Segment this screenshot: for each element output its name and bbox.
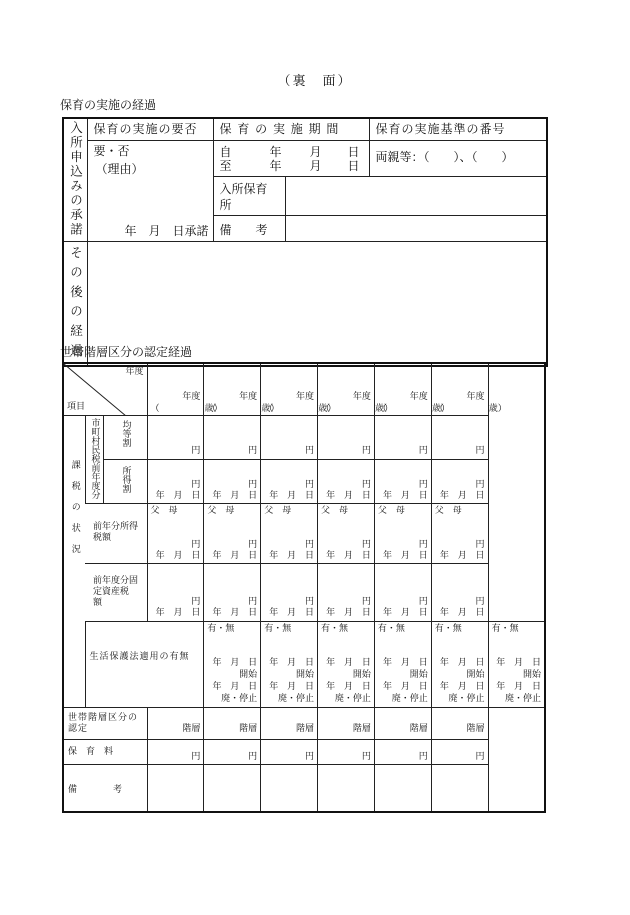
remarks2-value-2[interactable] — [261, 764, 318, 812]
bracket: 階層 — [296, 723, 315, 734]
municipal-cell — [85, 415, 103, 503]
yen: 円 — [248, 751, 258, 762]
yen: 円 — [305, 539, 315, 550]
yes-no: 有・無 — [207, 623, 235, 634]
abolish: 廃・停止 — [221, 693, 258, 704]
col-year: 年度 — [296, 392, 315, 402]
welfare-label: 生活保護法適用の有無 — [89, 651, 190, 662]
side-label: 入所申込みの承諾 — [68, 121, 84, 237]
property-value-4[interactable] — [374, 563, 431, 621]
abolish: 廃・停止 — [391, 693, 428, 704]
income-value-1[interactable] — [204, 459, 261, 503]
date: 年 月 日 — [382, 681, 428, 692]
fee-value-5[interactable] — [431, 739, 488, 764]
property-value-5[interactable] — [431, 563, 488, 621]
equal-value-0[interactable] — [147, 415, 204, 459]
period-cell[interactable] — [213, 140, 369, 176]
welfare-value-2[interactable] — [318, 621, 375, 707]
welfare-cell — [85, 621, 204, 707]
date: 年 月 日 — [326, 657, 371, 668]
bracket: 階層 — [466, 723, 485, 734]
bracket-value-5[interactable] — [431, 707, 488, 739]
tax-status-label: 課税の状況 — [69, 459, 80, 565]
prev-income-value-4[interactable] — [374, 503, 431, 563]
date: 年 月 日 — [212, 657, 258, 668]
col-year: 年度 — [239, 392, 258, 402]
date: 年 月 日 — [212, 490, 258, 501]
father-mother: 父 母 — [377, 505, 405, 516]
year-col-4[interactable] — [374, 363, 450, 415]
nursery-label: 入所保育所 — [219, 181, 268, 212]
welfare-value-0[interactable] — [204, 621, 261, 707]
income-value-3[interactable] — [318, 459, 375, 503]
standard-value: 両親等：（ ）、（ ） — [375, 149, 514, 164]
date: 年 月 日 — [155, 550, 201, 561]
standard-cell[interactable] — [369, 140, 547, 176]
remarks2-value-5[interactable] — [431, 764, 488, 812]
to-year: 年 — [269, 158, 282, 173]
year-col-1[interactable] — [204, 363, 280, 415]
to-day: 日 — [347, 158, 360, 173]
date: 年 月 日 — [155, 490, 201, 501]
equal-value-5[interactable] — [431, 415, 488, 459]
yen: 円 — [248, 479, 258, 490]
date: 年 月 日 — [269, 550, 315, 561]
municipal-label: 市町村民税前年度分 — [89, 417, 100, 499]
welfare-value-4[interactable] — [431, 621, 488, 707]
col-year: 年度 — [182, 392, 201, 402]
yen: 円 — [248, 596, 258, 607]
fee-value-0[interactable] — [147, 739, 204, 764]
year-col-2[interactable] — [261, 363, 337, 415]
date: 年 月 日 — [439, 490, 485, 501]
father-mother: 父 母 — [264, 505, 292, 516]
prev-income-label: 前年分所得税額 — [93, 521, 139, 543]
date: 年 月 日 — [439, 681, 485, 692]
period-to: 至 — [219, 158, 232, 173]
abolish: 廃・停止 — [334, 693, 371, 704]
col-standard: 保育の実施基準の番号 — [375, 122, 506, 136]
col-year: 年度 — [466, 392, 485, 402]
prev-income-value-1[interactable] — [204, 503, 261, 563]
father-mother: 父 母 — [207, 505, 235, 516]
section1-heading: 保育の実施の経過 — [60, 98, 157, 112]
prev-income-value-0[interactable] — [147, 503, 204, 563]
col-age: （ 歳） — [150, 404, 223, 414]
bracket-value-4[interactable] — [374, 707, 431, 739]
property-value-0[interactable] — [147, 563, 204, 621]
abolish: 廃・停止 — [504, 693, 541, 704]
date: 年 月 日 — [439, 607, 485, 618]
date: 年 月 日 — [269, 657, 315, 668]
fee-value-3[interactable] — [318, 739, 375, 764]
income-value-2[interactable] — [261, 459, 318, 503]
equal-value-1[interactable] — [204, 415, 261, 459]
start: 開始 — [352, 669, 371, 680]
col-need: 保育の実施の要否 — [93, 122, 198, 136]
yen: 円 — [418, 751, 428, 762]
yes-no: 有・無 — [264, 623, 292, 634]
remarks2-value-0[interactable] — [147, 764, 204, 812]
property-value-3[interactable] — [318, 563, 375, 621]
prev-income-value-5[interactable] — [431, 503, 488, 563]
from-day: 日 — [347, 144, 360, 159]
father-mother: 父 母 — [434, 505, 462, 516]
remarks2-label: 備 考 — [68, 784, 123, 795]
yen: 円 — [475, 445, 485, 456]
fee-value-2[interactable] — [261, 739, 318, 764]
approval-date: 年 月 日承諾 — [124, 223, 209, 238]
period-from: 自 — [219, 144, 232, 159]
care-progress-table — [62, 117, 548, 367]
col-year: 年度 — [409, 392, 428, 402]
bracket: 階層 — [182, 723, 201, 734]
date: 年 月 日 — [212, 681, 258, 692]
date: 年 月 日 — [439, 657, 485, 668]
side-label-cell — [63, 118, 87, 241]
date: 年 月 日 — [326, 681, 371, 692]
bracket-value-1[interactable] — [204, 707, 261, 739]
yes-no: 有・無 — [434, 623, 462, 634]
to-month: 月 — [309, 158, 322, 173]
header-cell — [63, 363, 147, 415]
year-col-0[interactable] — [147, 363, 223, 415]
date: 年 月 日 — [269, 490, 315, 501]
welfare-value-1[interactable] — [261, 621, 318, 707]
yen: 円 — [191, 596, 201, 607]
col-year: 年度 — [352, 392, 371, 402]
bracket: 階層 — [239, 723, 258, 734]
yen: 円 — [475, 596, 485, 607]
page-title: （裏 面） — [277, 74, 353, 89]
yes-no: 有・無 — [377, 623, 405, 634]
yen: 円 — [191, 751, 201, 762]
equal-label: 均等割 — [120, 419, 131, 447]
abolish: 廃・停止 — [448, 693, 485, 704]
yen: 円 — [361, 596, 371, 607]
yen: 円 — [361, 751, 371, 762]
col-age: （ 歳） — [207, 404, 280, 414]
date: 年 月 日 — [496, 657, 541, 668]
prev-income-value-2[interactable] — [261, 503, 318, 563]
welfare-value-3[interactable] — [374, 621, 431, 707]
yen: 円 — [248, 445, 258, 456]
father-mother: 父 母 — [321, 505, 349, 516]
bracket: 階層 — [352, 723, 371, 734]
equal-value-2[interactable] — [261, 415, 318, 459]
col-age: （ 歳） — [377, 404, 450, 414]
yen: 円 — [305, 479, 315, 490]
date: 年 月 日 — [439, 550, 485, 561]
header-year: 年度 — [125, 367, 144, 377]
fee-value-1[interactable] — [204, 739, 261, 764]
income-label: 所得割 — [120, 465, 131, 493]
remarks2-value-3[interactable] — [318, 764, 375, 812]
yen: 円 — [475, 539, 485, 550]
from-month: 月 — [309, 144, 322, 159]
bracket-label: 世帯階層区分の認定 — [68, 712, 139, 734]
remarks-label: 備 考 — [219, 222, 268, 237]
bracket-table — [62, 362, 546, 813]
income-value-5[interactable] — [431, 459, 488, 503]
yes-no: 有・無 — [321, 623, 349, 634]
yen: 円 — [418, 445, 428, 456]
start: 開始 — [239, 669, 258, 680]
equal-value-4[interactable] — [374, 415, 431, 459]
remarks-field[interactable] — [285, 215, 547, 241]
date: 年 月 日 — [382, 490, 428, 501]
welfare-value-5[interactable] — [488, 621, 545, 707]
bracket-value-0[interactable] — [147, 707, 204, 739]
yen: 円 — [248, 539, 258, 550]
header-item: 項目 — [67, 401, 86, 412]
date: 年 月 日 — [382, 607, 428, 618]
prev-income-cell — [85, 503, 147, 563]
fee-label: 保 育 料 — [68, 746, 114, 757]
after-label: その後の経過 — [68, 245, 84, 363]
start: 開始 — [409, 669, 428, 680]
father-mother: 父 母 — [150, 505, 178, 516]
date: 年 月 日 — [496, 681, 541, 692]
nursery-field[interactable] — [285, 176, 547, 215]
yen: 円 — [191, 539, 201, 550]
yen: 円 — [418, 479, 428, 490]
year-col-5[interactable] — [431, 363, 507, 415]
income-value-0[interactable] — [147, 459, 204, 503]
yen: 円 — [475, 479, 485, 490]
bracket-value-3[interactable] — [318, 707, 375, 739]
col-age: （ 歳） — [434, 404, 507, 414]
start: 開始 — [296, 669, 315, 680]
date: 年 月 日 — [269, 607, 315, 618]
bracket-cell — [63, 707, 147, 739]
col-age: （ 歳） — [264, 404, 337, 414]
yen: 円 — [475, 751, 485, 762]
yen: 円 — [418, 596, 428, 607]
date: 年 月 日 — [212, 607, 258, 618]
date: 年 月 日 — [326, 607, 371, 618]
tax-status-cell — [63, 415, 85, 707]
start: 開始 — [466, 669, 485, 680]
date: 年 月 日 — [326, 490, 371, 501]
need-value: 要・否 — [93, 143, 130, 158]
reason-label: （理由） — [95, 161, 144, 176]
property-label: 前年度分固定資産税 額 — [93, 575, 139, 608]
yen: 円 — [361, 539, 371, 550]
yen: 円 — [191, 445, 201, 456]
prev-income-value-3[interactable] — [318, 503, 375, 563]
remarks2-value-1[interactable] — [204, 764, 261, 812]
abolish: 廃・停止 — [278, 693, 315, 704]
start: 開始 — [522, 669, 541, 680]
yes-no: 有・無 — [491, 623, 519, 634]
fee-value-4[interactable] — [374, 739, 431, 764]
property-value-1[interactable] — [204, 563, 261, 621]
yen: 円 — [305, 445, 315, 456]
yen: 円 — [361, 445, 371, 456]
yen: 円 — [305, 751, 315, 762]
remarks2-value-4[interactable] — [374, 764, 431, 812]
income-cell — [103, 459, 147, 503]
bracket: 階層 — [409, 723, 428, 734]
date: 年 月 日 — [326, 550, 371, 561]
date: 年 月 日 — [382, 657, 428, 668]
property-value-2[interactable] — [261, 563, 318, 621]
col-period: 保 育 の 実 施 期 間 — [219, 122, 340, 136]
income-value-4[interactable] — [374, 459, 431, 503]
date: 年 月 日 — [269, 681, 315, 692]
from-year: 年 — [269, 144, 282, 159]
bracket-value-2[interactable] — [261, 707, 318, 739]
yen: 円 — [418, 539, 428, 550]
section2-heading: 世帯階層区分の認定経過 — [60, 345, 193, 359]
year-col-3[interactable] — [318, 363, 394, 415]
date: 年 月 日 — [212, 550, 258, 561]
date: 年 月 日 — [155, 607, 201, 618]
equal-value-3[interactable] — [318, 415, 375, 459]
fee-cell — [63, 739, 147, 764]
yen: 円 — [305, 596, 315, 607]
equal-cell — [103, 415, 147, 459]
property-cell — [85, 563, 147, 621]
yen: 円 — [191, 479, 201, 490]
col-age: （ 歳） — [321, 404, 394, 414]
date: 年 月 日 — [382, 550, 428, 561]
remarks2-cell — [63, 764, 147, 812]
need-cell[interactable] — [87, 140, 213, 241]
yen: 円 — [361, 479, 371, 490]
